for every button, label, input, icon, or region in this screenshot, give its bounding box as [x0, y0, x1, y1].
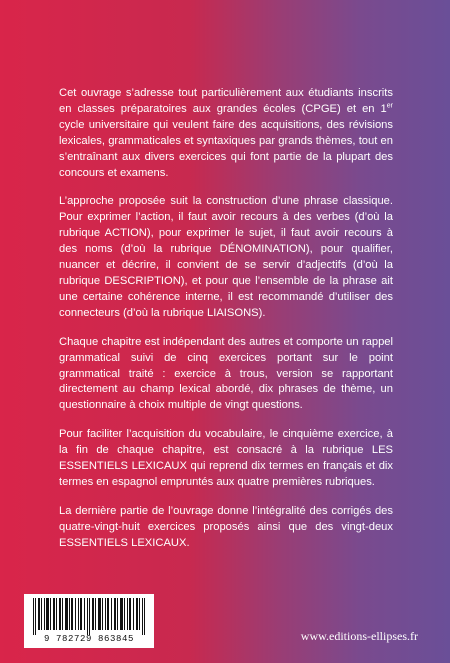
paragraph-intro-text-a: Cet ouvrage s’adresse tout particulièrement aux étudiants inscrits en classes préparatoires aux grandes écoles (CPGE) et en 1: [59, 87, 393, 115]
paragraph-approach: L’approche proposée suit la construction d’une phrase classique. Pour exprimer l’action, il faut avoir recours à des verbes (d’où la rubrique ACTION), pour exprimer le sujet, il faut avoir recours à des noms (d’où la rubrique DÉNOMINATION), pour qualifier, nuancer et décrire, il convient de se servir d’adjectifs (d’où la rubrique DESCRIPTION), et pour que l’ensemble de la phrase ait une certaine cohérence interne, il est recommandé d’utiliser des connecteurs (d’où la rubrique LIAISONS).: [59, 195, 393, 319]
paragraph-chapters: Chaque chapitre est indépendant des autres et comporte un rappel grammatical suivi de cinq exercices portant sur le point grammatical traité : exercice à trous, version se rapportant directement au champ lexical abordé, dix phrases de thème, un questionnaire à choix multiple de vingt questions.: [59, 335, 393, 412]
barcode-digits: 9 782729 863845: [43, 634, 134, 644]
barcode-label: [24, 594, 154, 648]
superscript-er: er: [386, 102, 393, 110]
publisher-website: www.editions-ellipses.fr: [300, 629, 418, 643]
paragraph-intro: [59, 86, 393, 181]
paragraph-corrections: La dernière partie de l’ouvrage donne l’intégralité des corrigés des quatre-vingt-huit exercices proposés ainsi que des vingt-deux ESSENTIELS LEXICAUX.: [59, 504, 393, 549]
barcode-image: [32, 598, 148, 635]
paragraph-intro-text-b: cycle universitaire qui veulent faire des acquisitions, des révisions lexicales, grammaticales et syntaxiques par grands thèmes, tout en s’entraînant aux divers exercices qui font partie de la plupart des concours et examens.: [59, 118, 393, 179]
cover-description: [59, 86, 393, 565]
paragraph-vocabulary: Pour faciliter l’acquisition du vocabulaire, le cinquième exercice, à la fin de chaque chapitre, est consacré à la rubrique LES ESSENTIELS LEXICAUX qui reprend dix termes en français et dix termes en espagnol empruntés aux quatre premières rubriques.: [59, 428, 393, 488]
